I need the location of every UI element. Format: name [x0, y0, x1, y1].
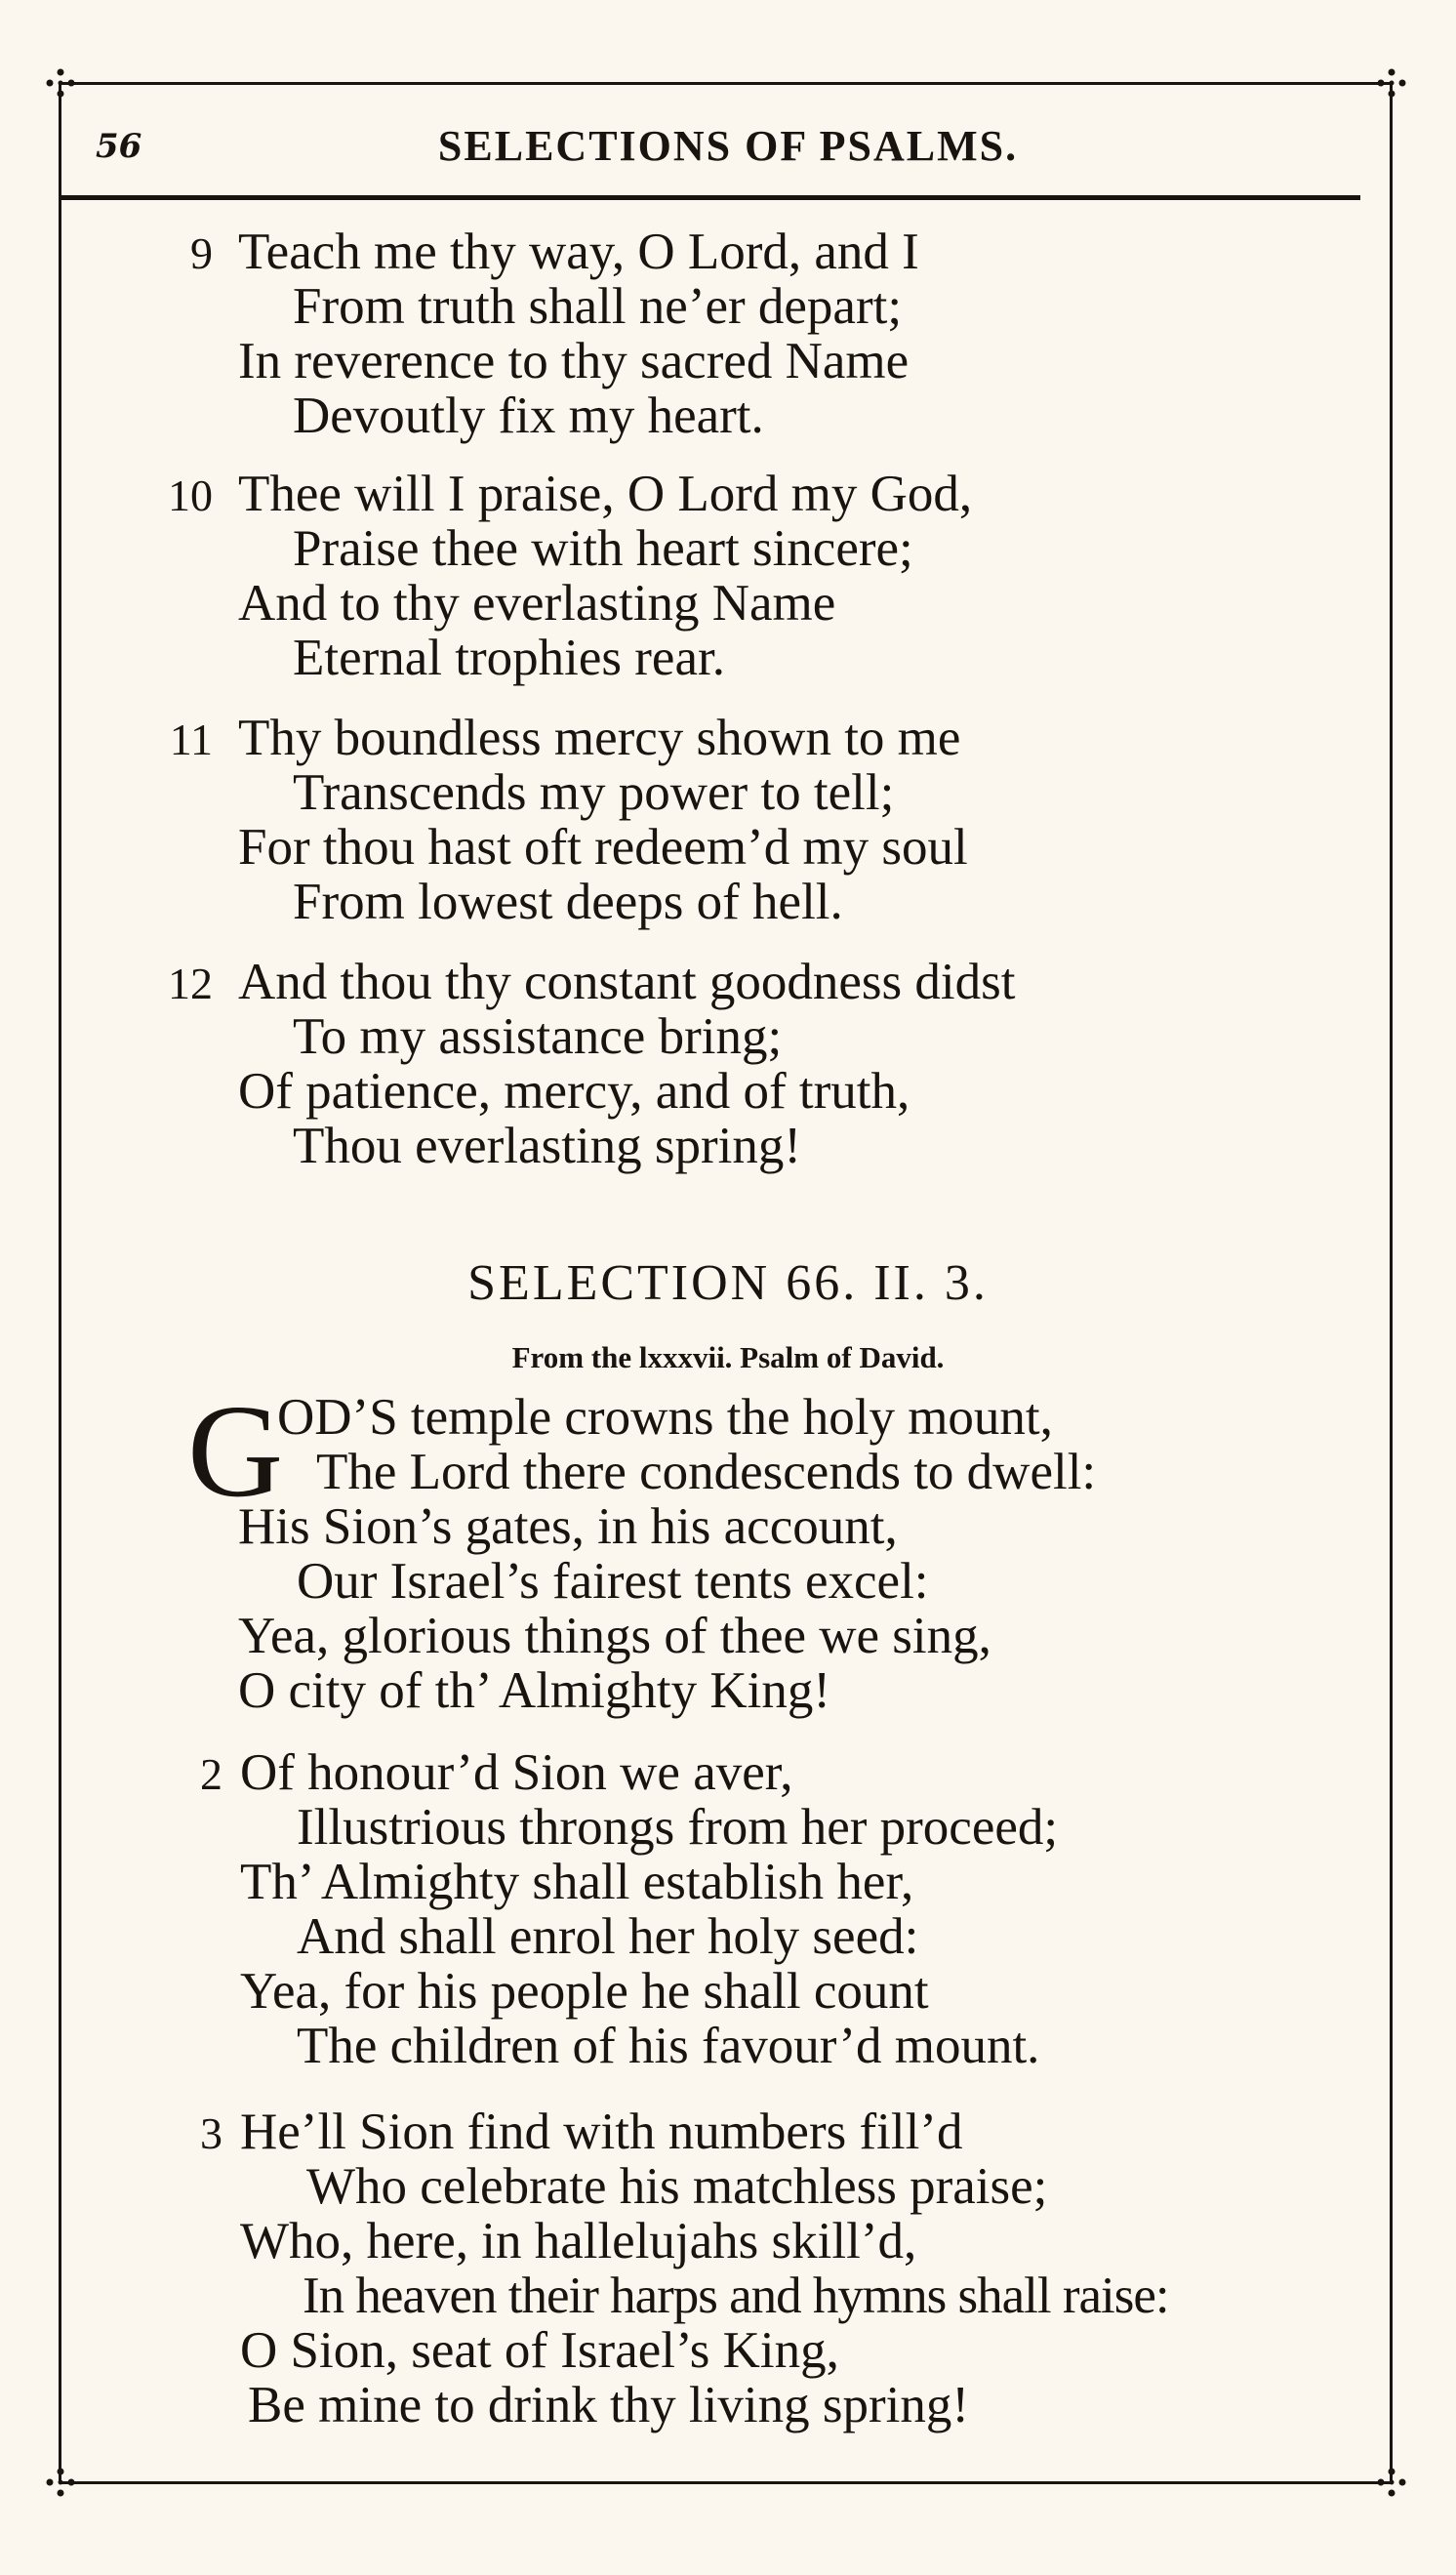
verse-line: From lowest deeps of hell.	[293, 874, 843, 930]
bottom-border-rule	[61, 2481, 1392, 2484]
verse-line: Teach me thy way, O Lord, and I	[238, 224, 919, 280]
verse-line: Devoutly fix my heart.	[293, 388, 764, 444]
verse-line: Th’ Almighty shall establish her,	[240, 1854, 914, 1910]
verse-line: Yea, for his people he shall count	[240, 1963, 929, 2020]
corner-ornament-icon	[41, 63, 80, 102]
verse-line: To my assistance bring;	[293, 1008, 783, 1065]
verse-line: For thou hast oft redeem’d my soul	[238, 819, 968, 876]
header-underline-rule	[61, 195, 1360, 200]
stanza-number: 12	[168, 959, 213, 1008]
verse-line: Praise thee with heart sincere;	[293, 520, 913, 577]
corner-ornament-icon	[1372, 63, 1411, 102]
verse-line: Eternal trophies rear.	[293, 630, 725, 686]
verse-line: In heaven their harps and hymns shall raise:	[303, 2268, 1169, 2324]
verse-line: O city of th’ Almighty King!	[238, 1662, 830, 1719]
stanza-number: 10	[168, 470, 213, 520]
verse-line: Our Israel’s fairest tents excel:	[297, 1553, 929, 1610]
verse-line: Yea, glorious things of thee we sing,	[238, 1608, 991, 1664]
page-number: 56	[96, 127, 142, 166]
verse-line: In reverence to thy sacred Name	[238, 333, 910, 389]
verse-line: From truth shall ne’er depart;	[293, 278, 903, 335]
stanza-number: 2	[200, 1749, 222, 1799]
selection-title: SELECTION 66. II. 3.	[467, 1255, 989, 1311]
stanza-number: 3	[200, 2108, 222, 2158]
verse-line: Who, here, in hallelujahs skill’d,	[240, 2213, 917, 2269]
verse-line: Of honour’d Sion we aver,	[240, 1744, 793, 1801]
verse-line: OD’S temple crowns the holy mount,	[277, 1389, 1053, 1446]
verse-line: Thy boundless mercy shown to me	[238, 710, 961, 766]
verse-line: Illustrious throngs from her proceed;	[297, 1799, 1059, 1856]
corner-ornament-icon	[1372, 2463, 1411, 2502]
page-title: SELECTIONS OF PSALMS.	[437, 122, 1019, 170]
verse-line: Of patience, mercy, and of truth,	[238, 1063, 910, 1120]
verse-line: Thee will I praise, O Lord my God,	[238, 466, 973, 522]
verse-line: O Sion, seat of Israel’s King,	[240, 2322, 839, 2379]
verse-line: And thou thy constant goodness didst	[238, 954, 1016, 1010]
verse-line: And to thy everlasting Name	[238, 575, 836, 632]
verse-line: And shall enrol her holy seed:	[297, 1908, 919, 1965]
verse-line: Transcends my power to tell;	[293, 764, 895, 821]
verse-line: The Lord there condescends to dwell:	[316, 1444, 1097, 1500]
verse-line: Be mine to drink thy living spring!	[248, 2377, 969, 2433]
verse-line: His Sion’s gates, in his account,	[238, 1498, 898, 1555]
stanza-number: 11	[169, 715, 213, 764]
verse-line: Thou everlasting spring!	[293, 1118, 802, 1174]
verse-line: He’ll Sion find with numbers fill’d	[240, 2104, 963, 2160]
top-border-rule	[61, 82, 1392, 85]
drop-cap: G	[187, 1378, 284, 1525]
corner-ornament-icon	[41, 2463, 80, 2502]
selection-subtitle: From the lxxxvii. Psalm of David.	[511, 1340, 945, 1374]
verse-line: Who celebrate his matchless praise;	[306, 2158, 1048, 2215]
stanza-number: 9	[190, 228, 213, 278]
verse-line: The children of his favour’d mount.	[297, 2018, 1040, 2074]
